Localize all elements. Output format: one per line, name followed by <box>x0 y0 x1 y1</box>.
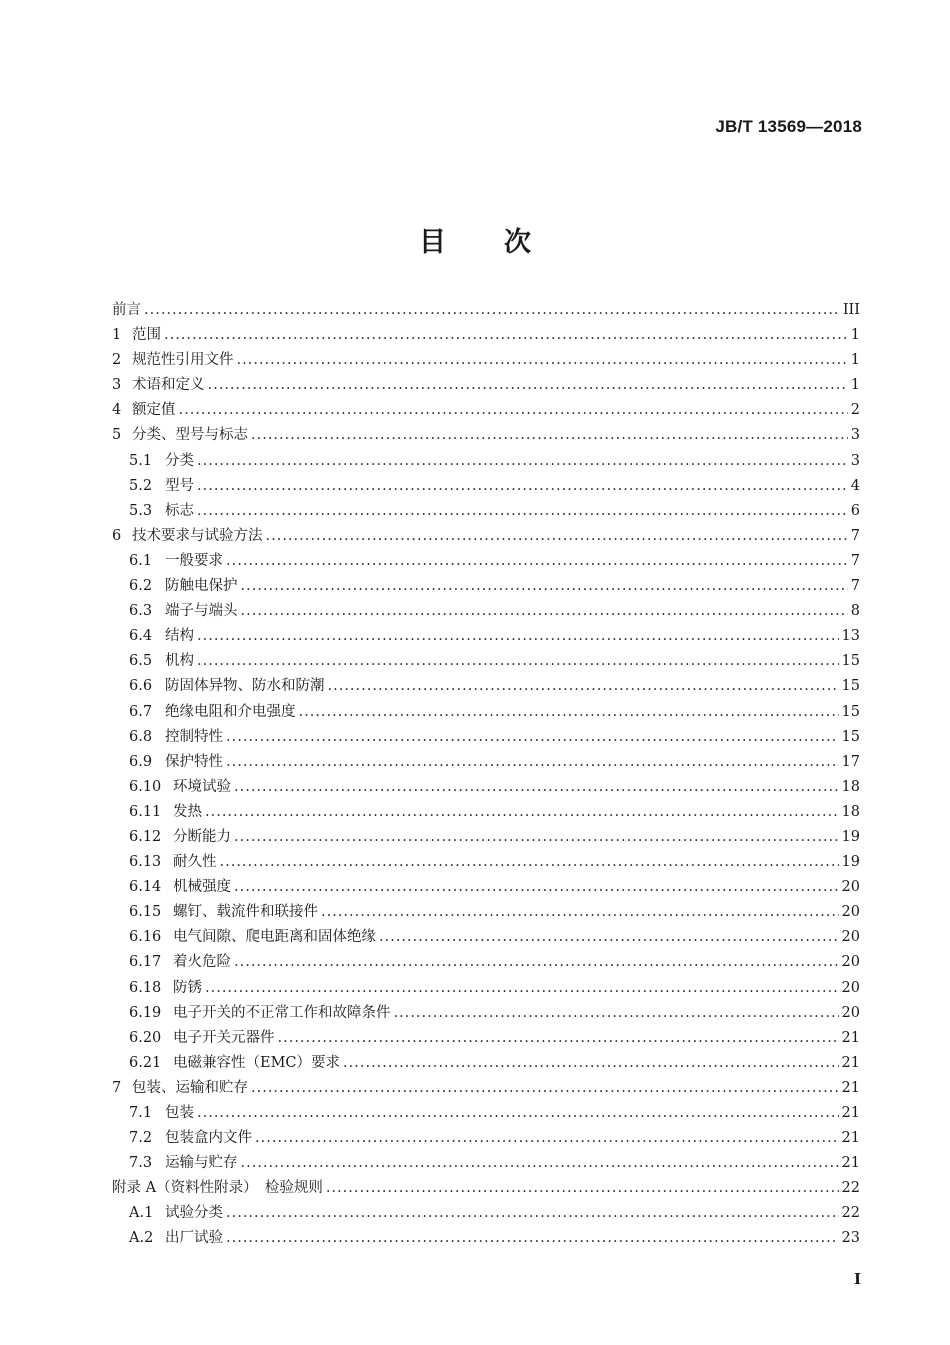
toc-entry-page: 19 <box>841 828 860 845</box>
toc-dot-leader <box>251 423 848 448</box>
toc-dot-leader <box>197 449 848 474</box>
toc-entry-title: 型号 <box>165 477 194 494</box>
toc-dot-leader <box>234 825 839 850</box>
toc-entry-page: 20 <box>841 879 860 896</box>
toc-entry-page: 22 <box>841 1205 860 1222</box>
toc-entry-number: 7.2 <box>129 1130 153 1147</box>
toc-entry-page: 21 <box>841 1105 860 1121</box>
toc-entry-number: 6.20 <box>129 1029 162 1046</box>
toc-dot-leader <box>278 1026 839 1051</box>
toc-entry-page: 20 <box>841 954 860 971</box>
toc-entry[interactable] <box>112 1026 860 1051</box>
toc-entry-title: 技术要求与试验方法 <box>132 527 263 544</box>
toc-entry[interactable] <box>112 398 860 423</box>
toc-dot-leader <box>299 700 839 725</box>
toc-entry[interactable] <box>112 499 860 524</box>
toc-entry-number: 5 <box>112 427 122 444</box>
toc-entry-title: 规范性引用文件 <box>132 352 234 369</box>
toc-entry[interactable] <box>112 449 860 474</box>
toc-entry-page: III <box>842 302 860 318</box>
toc-entry-page: 7 <box>850 578 860 595</box>
toc-dot-leader <box>234 775 839 800</box>
toc-entry-page: 7 <box>850 527 860 544</box>
toc-entry-number: 5.1 <box>129 452 153 469</box>
toc-entry-title: 包装、运输和贮存 <box>132 1079 248 1096</box>
toc-dot-leader <box>321 900 839 925</box>
toc-entry-title: 防触电保护 <box>165 578 238 595</box>
toc-entry-page: 20 <box>841 929 860 946</box>
toc-dot-leader <box>197 1101 839 1126</box>
toc-entry[interactable] <box>112 775 860 800</box>
toc-entry-title: 分断能力 <box>173 828 231 845</box>
toc-entry[interactable] <box>112 1001 860 1026</box>
toc-dot-leader <box>179 398 848 423</box>
toc-entry[interactable] <box>112 700 860 725</box>
toc-entry-page: 22 <box>841 1180 860 1197</box>
toc-dot-leader <box>255 1126 839 1151</box>
toc-entry[interactable] <box>112 976 860 1001</box>
toc-dot-leader <box>197 474 848 499</box>
toc-entry-title: 防锈 <box>173 979 202 996</box>
toc-entry-page: 15 <box>841 678 860 695</box>
toc-entry-number: 7.3 <box>129 1155 153 1172</box>
toc-entry-title: 标志 <box>165 502 194 519</box>
toc-entry-title: 机构 <box>165 653 194 670</box>
toc-entry-page: 20 <box>841 979 860 996</box>
toc-entry-title: 耐久性 <box>173 854 217 871</box>
toc-entry-title: 电磁兼容性（EMC）要求 <box>173 1054 341 1071</box>
toc-dot-leader <box>379 925 839 950</box>
toc-entry[interactable] <box>112 1176 860 1201</box>
toc-entry-title: 环境试验 <box>173 778 231 795</box>
title-char-1: 目 <box>419 227 446 258</box>
toc-dot-leader <box>326 1176 839 1201</box>
toc-entry-page: 15 <box>841 703 860 720</box>
toc-entry-page: 18 <box>841 803 860 820</box>
toc-entry-number: 6.7 <box>129 703 153 720</box>
toc-entry[interactable] <box>112 649 860 674</box>
toc-entry-title: 电子开关元器件 <box>173 1029 275 1046</box>
toc-entry-number: 6.3 <box>129 603 153 620</box>
toc-entry[interactable] <box>112 875 860 900</box>
toc-dot-leader <box>343 1051 839 1076</box>
toc-entry-page: 1 <box>850 327 860 344</box>
toc-entry-title: 包装 <box>165 1105 194 1121</box>
toc-entry-title: 发热 <box>173 803 202 820</box>
toc-entry-number: A.1 <box>129 1205 154 1222</box>
toc-entry-title: 试验分类 <box>165 1205 223 1222</box>
toc-dot-leader <box>394 1001 839 1026</box>
toc-dot-leader <box>197 624 839 649</box>
standard-number: JB/T 13569—2018 <box>715 117 862 136</box>
toc-entry-title: 电气间隙、爬电距离和固体绝缘 <box>173 929 376 946</box>
toc-entry-title: 额定值 <box>132 402 176 419</box>
toc-dot-leader <box>251 1076 839 1101</box>
toc-entry-page: 18 <box>841 778 860 795</box>
toc-entry-number: 7.1 <box>129 1105 153 1121</box>
toc-entry-title: 结构 <box>165 628 194 645</box>
page-title <box>0 220 950 259</box>
toc-entry[interactable] <box>112 1051 860 1076</box>
toc-entry[interactable] <box>112 1101 860 1126</box>
toc-dot-leader <box>205 800 839 825</box>
page-number: I <box>853 1270 861 1288</box>
table-of-contents <box>112 298 860 1252</box>
toc-entry-number: 6.10 <box>129 778 162 795</box>
toc-dot-leader <box>328 674 839 699</box>
toc-entry-title: 分类、型号与标志 <box>132 427 248 444</box>
toc-entry[interactable] <box>112 599 860 624</box>
toc-entry-number: 7 <box>112 1079 122 1096</box>
toc-dot-leader <box>226 1226 839 1251</box>
toc-dot-leader <box>197 499 848 524</box>
toc-entry-number: 6.11 <box>129 803 162 820</box>
toc-entry-number: 6.16 <box>129 929 162 946</box>
toc-entry-title: 出厂试验 <box>165 1230 223 1247</box>
toc-entry-title: 附录 A（资料性附录） 检验规则 <box>112 1180 323 1197</box>
toc-entry-title: 控制特性 <box>165 728 223 745</box>
toc-entry-number: 6.12 <box>129 828 162 845</box>
toc-entry[interactable] <box>112 423 860 448</box>
toc-entry[interactable] <box>112 474 860 499</box>
toc-entry-page: 20 <box>841 1004 860 1021</box>
toc-entry-number: 6.21 <box>129 1054 162 1071</box>
toc-entry[interactable] <box>112 1151 860 1176</box>
toc-entry-title: 分类 <box>165 452 194 469</box>
toc-entry-number: 6.19 <box>129 1004 162 1021</box>
toc-dot-leader <box>144 298 840 323</box>
toc-entry[interactable] <box>112 950 860 975</box>
toc-entry-page: 6 <box>850 502 860 519</box>
toc-entry-number: 6.5 <box>129 653 153 670</box>
toc-entry-number: 6.6 <box>129 678 153 695</box>
toc-entry-number: 6.8 <box>129 728 153 745</box>
toc-dot-leader <box>205 976 839 1001</box>
toc-entry[interactable] <box>112 825 860 850</box>
toc-entry-title: 着火危险 <box>173 954 231 971</box>
toc-entry-page: 21 <box>841 1029 860 1046</box>
toc-entry-number: 5.2 <box>129 477 153 494</box>
toc-entry-number: 2 <box>112 352 122 369</box>
toc-entry-page: 21 <box>841 1054 860 1071</box>
toc-entry-number: 1 <box>112 327 122 344</box>
toc-entry-page: 23 <box>841 1230 860 1247</box>
toc-entry-number: 6.13 <box>129 854 162 871</box>
toc-entry-page: 21 <box>841 1130 860 1147</box>
toc-entry-number: 5.3 <box>129 502 153 519</box>
toc-entry-title: 术语和定义 <box>132 377 205 394</box>
toc-entry-title: 机械强度 <box>173 879 231 896</box>
toc-entry[interactable] <box>112 850 860 875</box>
toc-entry-title: 范围 <box>132 327 161 344</box>
toc-entry[interactable] <box>112 1226 860 1251</box>
toc-entry[interactable] <box>112 925 860 950</box>
toc-entry-page: 21 <box>841 1155 860 1172</box>
toc-entry-page: 3 <box>850 452 860 469</box>
toc-entry[interactable] <box>112 348 860 373</box>
toc-entry[interactable] <box>112 323 860 348</box>
toc-entry-page: 4 <box>850 477 860 494</box>
toc-entry[interactable] <box>112 524 860 549</box>
toc-entry[interactable] <box>112 574 860 599</box>
toc-dot-leader <box>241 599 848 624</box>
toc-entry-number: A.2 <box>129 1230 154 1247</box>
toc-entry[interactable] <box>112 1126 860 1151</box>
toc-dot-leader <box>197 649 839 674</box>
toc-entry-page: 8 <box>850 603 860 620</box>
toc-entry-page: 1 <box>850 377 860 394</box>
toc-entry-page: 3 <box>850 427 860 444</box>
toc-entry-title: 包装盒内文件 <box>165 1130 252 1147</box>
toc-entry[interactable] <box>112 750 860 775</box>
toc-entry-title: 一般要求 <box>165 552 223 569</box>
toc-entry[interactable] <box>112 1076 860 1101</box>
toc-dot-leader <box>164 323 848 348</box>
toc-entry-page: 21 <box>841 1079 860 1096</box>
toc-entry-title: 绝缘电阻和介电强度 <box>165 703 296 720</box>
toc-entry-number: 6.15 <box>129 904 162 921</box>
toc-entry-page: 2 <box>850 402 860 419</box>
toc-dot-leader <box>226 750 839 775</box>
toc-entry-title: 端子与端头 <box>165 603 238 620</box>
toc-entry-number: 6.14 <box>129 879 162 896</box>
toc-entry-number: 6.2 <box>129 578 153 595</box>
toc-entry-title: 前言 <box>112 302 141 318</box>
title-char-2: 次 <box>504 227 531 258</box>
toc-entry[interactable] <box>112 549 860 574</box>
toc-entry-number: 6.9 <box>129 753 153 770</box>
toc-dot-leader <box>241 574 848 599</box>
toc-entry[interactable] <box>112 373 860 398</box>
toc-dot-leader <box>208 373 848 398</box>
toc-entry-number: 4 <box>112 402 122 419</box>
toc-dot-leader <box>226 549 848 574</box>
toc-entry-page: 1 <box>850 352 860 369</box>
toc-entry-page: 7 <box>850 552 860 569</box>
toc-dot-leader <box>241 1151 839 1176</box>
toc-entry-page: 17 <box>841 753 860 770</box>
toc-entry-page: 13 <box>841 628 860 645</box>
toc-entry-page: 15 <box>841 653 860 670</box>
toc-dot-leader <box>234 875 839 900</box>
toc-dot-leader <box>266 524 848 549</box>
toc-dot-leader <box>226 725 839 750</box>
toc-entry-title: 电子开关的不正常工作和故障条件 <box>173 1004 391 1021</box>
toc-entry[interactable] <box>112 1201 860 1226</box>
toc-dot-leader <box>237 348 848 373</box>
toc-entry-title: 螺钉、载流件和联接件 <box>173 904 318 921</box>
toc-entry-title: 防固体异物、防水和防潮 <box>165 678 325 695</box>
toc-entry[interactable] <box>112 298 860 323</box>
toc-dot-leader <box>226 1201 839 1226</box>
toc-entry-title: 保护特性 <box>165 753 223 770</box>
toc-entry-number: 6.17 <box>129 954 162 971</box>
toc-entry[interactable] <box>112 624 860 649</box>
toc-dot-leader <box>220 850 839 875</box>
toc-entry-number: 6.1 <box>129 552 153 569</box>
toc-entry-number: 6.18 <box>129 979 162 996</box>
toc-entry[interactable] <box>112 900 860 925</box>
toc-entry-page: 20 <box>841 904 860 921</box>
toc-entry-page: 19 <box>841 854 860 871</box>
toc-entry-page: 15 <box>841 728 860 745</box>
toc-entry[interactable] <box>112 725 860 750</box>
toc-entry[interactable] <box>112 674 860 699</box>
toc-entry-number: 6 <box>112 527 122 544</box>
toc-entry[interactable] <box>112 800 860 825</box>
toc-entry-number: 3 <box>112 377 122 394</box>
toc-entry-number: 6.4 <box>129 628 153 645</box>
toc-dot-leader <box>234 950 839 975</box>
toc-entry-title: 运输与贮存 <box>165 1155 238 1172</box>
